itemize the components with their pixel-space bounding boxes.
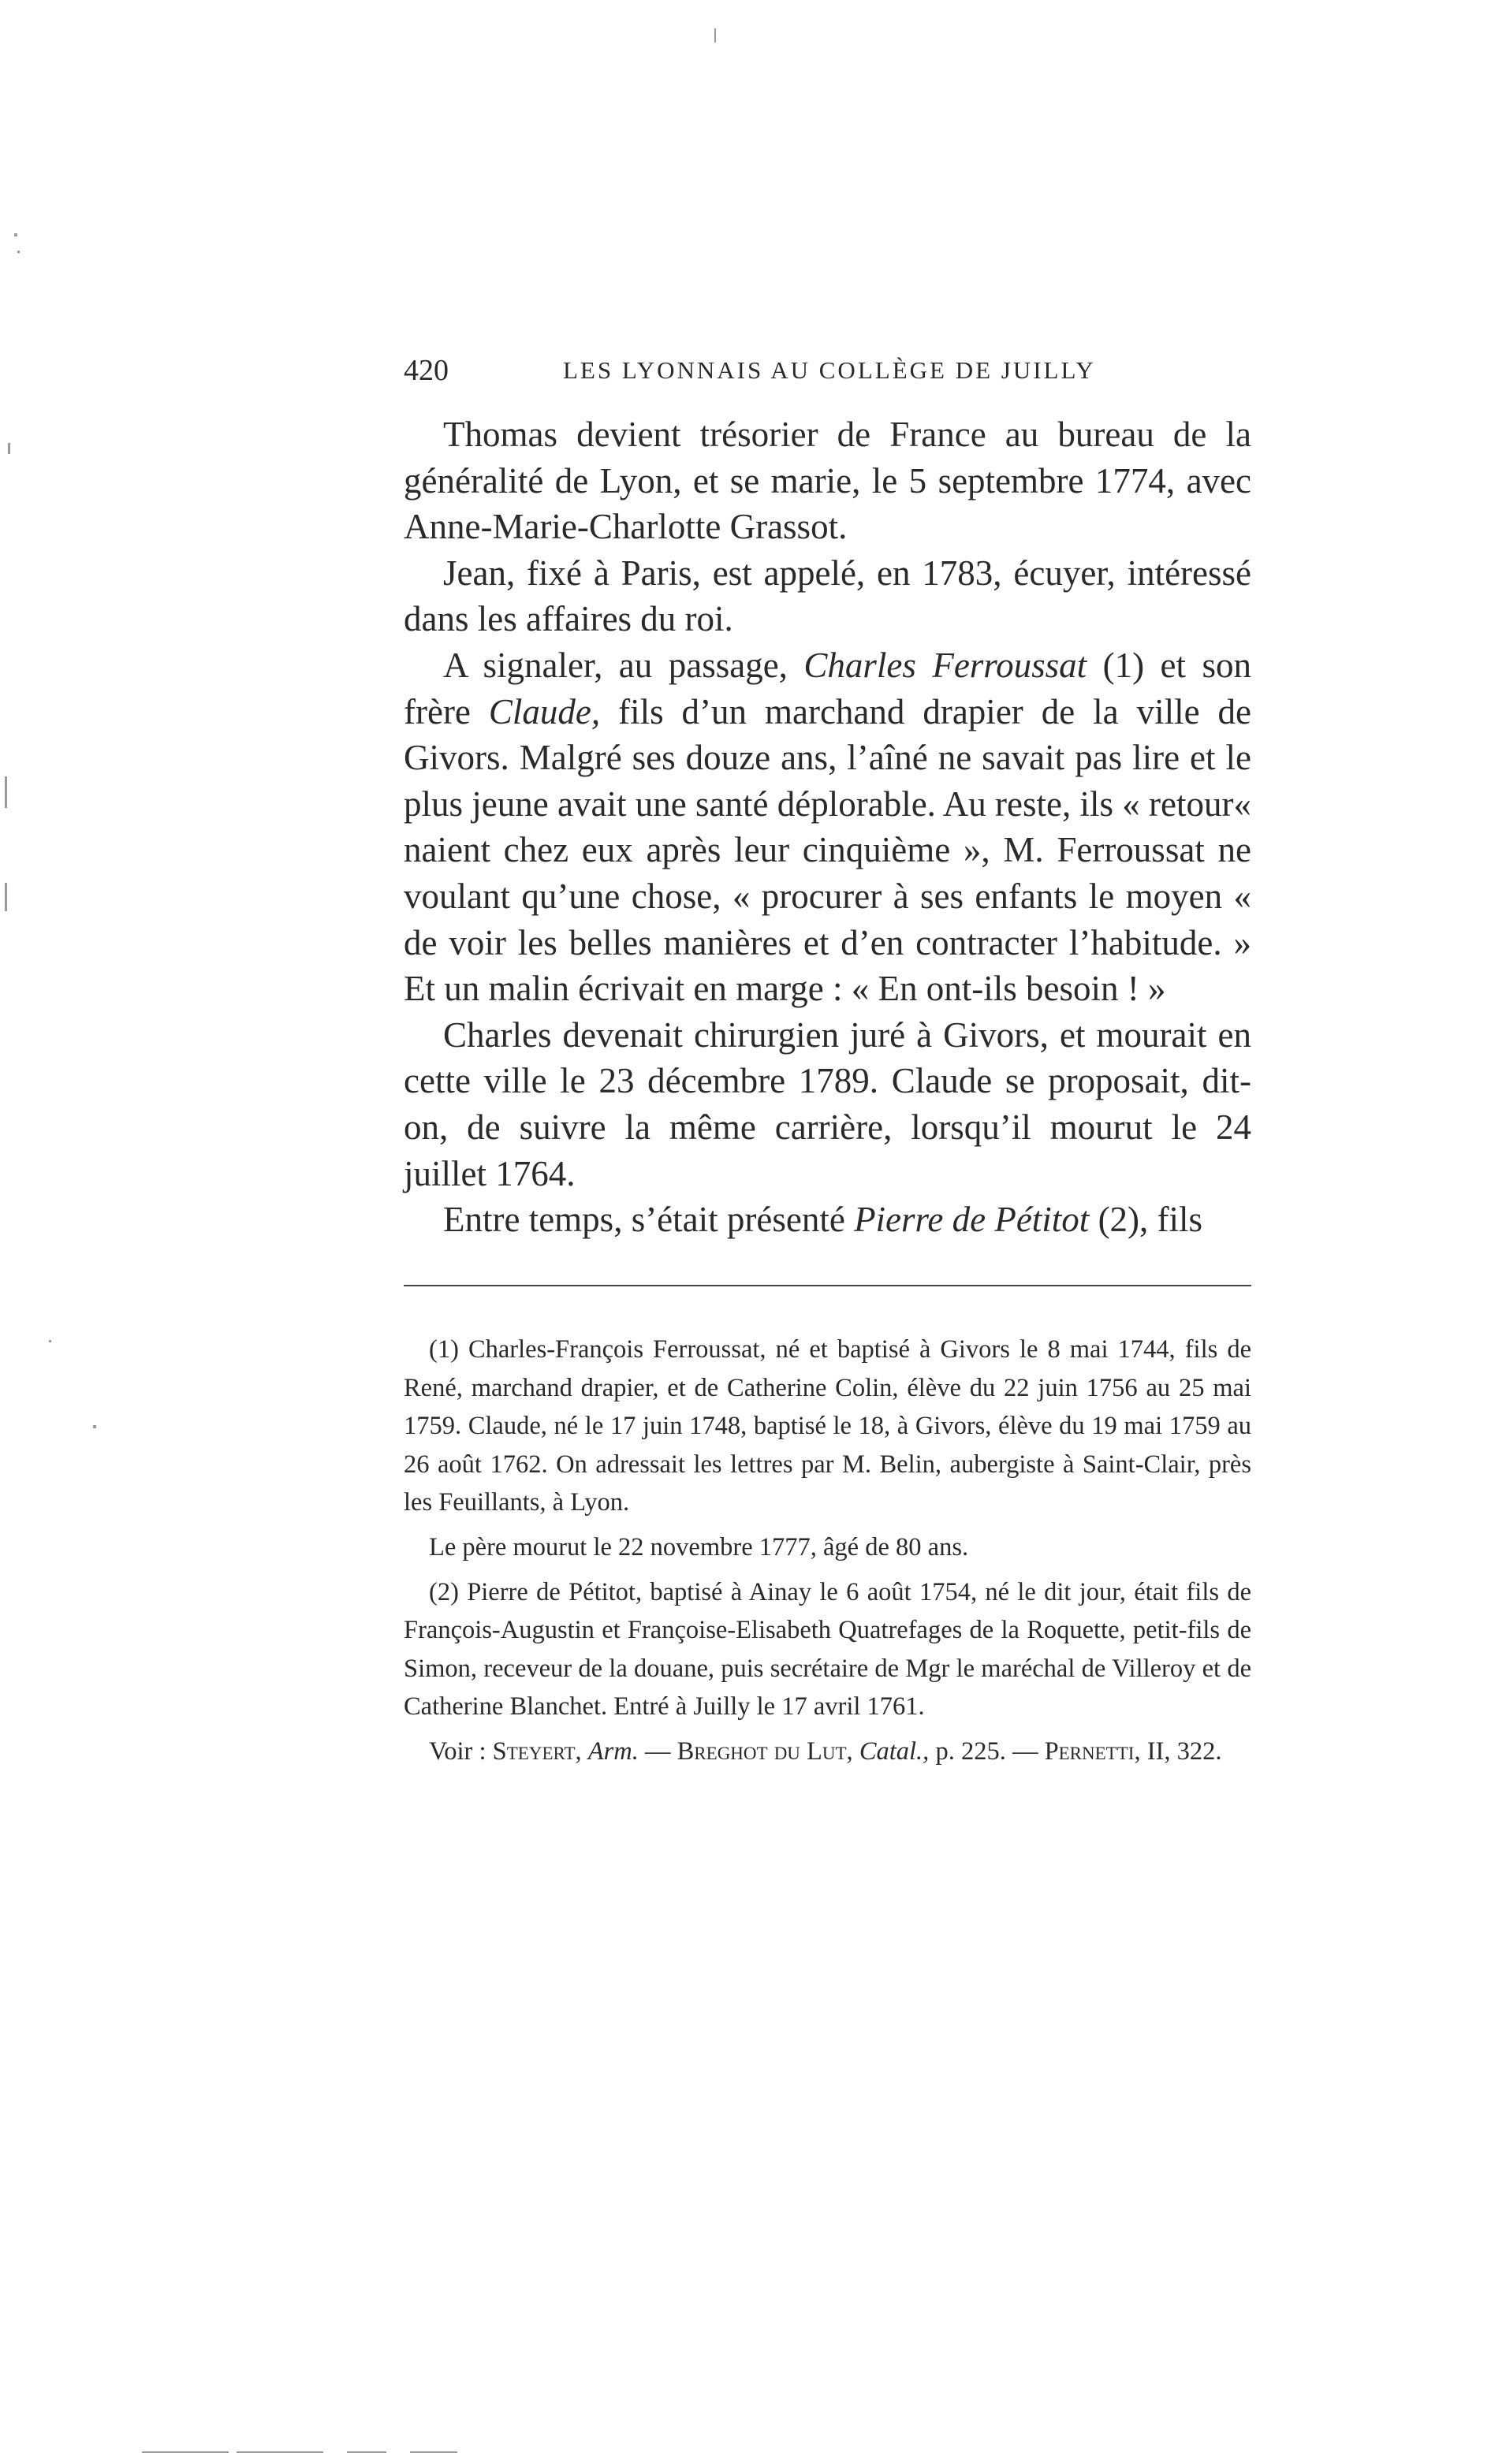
footnote-2-references — [404, 1733, 1251, 1771]
work-catal: Catal., — [859, 1736, 930, 1766]
scan-speck — [93, 1425, 96, 1428]
paragraph-thomas: Thomas devient trésorier de France au bureau de la généralité de Lyon, et se marie, le 5 septembre 1774, avec Anne-Marie-Charlotte Grassot. — [404, 415, 1251, 547]
author-steyert: Steyert, — [492, 1736, 582, 1766]
footnotes — [404, 1331, 1251, 1777]
footnote-1: (1) Charles-François Ferroussat, né et baptisé à Givors le 8 mai 1744, fils de René, marchand drapier, et de Catherine Colin, élève du 22 juin 1756 au 25 mai 1759. Claude, né le 17 juin 1748, baptisé le 18, à Givors, élève du 19 mai 1759 au 26 août 1762. On adressait les lettres par M. Belin, aubergiste à Saint-Clair, près les Feuillants, à Lyon. — [404, 1335, 1251, 1517]
footnote-separator — [404, 1285, 1251, 1286]
text-run: (1) et son frère — [404, 645, 1251, 731]
paragraph-petitot — [404, 1197, 1251, 1243]
text-run: — — [638, 1736, 677, 1766]
text-run: A signaler, au passage, — [443, 645, 804, 685]
scan-speck — [8, 443, 10, 454]
footnote-2: (2) Pierre de Pétitot, baptisé à Ainay le 6 août 1754, né le dit jour, était fils de François-Augustin et Françoise-Elisabeth Quatrefages de la Roquette, petit-fils de Simon, receveur de la douane, puis secrétaire de Mgr le maréchal de Villeroy et de Catherine Blanchet. Entré à Juilly le 17 avril 1761. — [404, 1577, 1251, 1721]
main-text — [404, 411, 1251, 1243]
page-number: 420 — [404, 354, 449, 387]
scan-speck — [410, 2451, 457, 2453]
scan-speck — [714, 28, 716, 43]
person-name-pierre: Pierre de Pétitot — [854, 1200, 1090, 1240]
running-title: LES LYONNAIS AU COLLÈGE DE JUILLY — [563, 356, 1096, 384]
author-breghot: Breghot du Lut, — [677, 1736, 853, 1766]
scan-speck — [14, 233, 17, 236]
text-run: fils d’un marchand drapier de la ville de Givors. Malgré ses douze ans, l’aîné ne savait pas lire et le plus jeune avait une santé déplorable. Au reste, ils « retour« naient chez eux après leur cinquième », M. Ferroussat ne voulant qu’une chose, « procurer à ses enfants le moyen « de voir les belles manières et d’en contracter l’habitude. » Et un malin écrivait en marge : « En ont-ils besoin ! » — [404, 691, 1252, 1009]
scan-speck — [347, 2451, 386, 2453]
text-run: p. 225. — — [929, 1736, 1045, 1766]
paragraph-jean: Jean, fixé à Paris, est appelé, en 1783, écuyer, intéressé dans les affaires du roi. — [404, 553, 1251, 639]
work-arm: Arm. — [587, 1736, 639, 1766]
scan-speck — [5, 883, 7, 911]
text-run: II, 322. — [1140, 1736, 1222, 1766]
scan-speck — [49, 1340, 51, 1342]
person-name-claude: Claude, — [488, 691, 601, 731]
scan-speck — [17, 251, 20, 253]
paragraph-ferroussat — [404, 642, 1251, 1012]
scan-speck — [237, 2451, 323, 2453]
author-pernetti: Pernetti, — [1044, 1736, 1141, 1766]
footnote-1-continued: Le père mourut le 22 novembre 1777, âgé de 80 ans. — [429, 1532, 969, 1561]
running-head — [404, 353, 1255, 393]
scan-speck — [142, 2451, 229, 2453]
text-run: Entre temps, s’était présenté — [443, 1200, 855, 1240]
person-name-charles: Charles Ferroussat — [803, 645, 1087, 685]
text-run: (2), fils — [1089, 1200, 1203, 1240]
text-run: Voir : — [429, 1736, 493, 1766]
paragraph-charles: Charles devenait chirurgien juré à Givors, et mourait en cette ville le 23 décembre 1789. Claude se proposait, dit-on, de suivre la même carrière, lorsqu’il mourut le 24 juillet 1764. — [404, 1014, 1251, 1193]
scan-speck — [5, 776, 7, 808]
